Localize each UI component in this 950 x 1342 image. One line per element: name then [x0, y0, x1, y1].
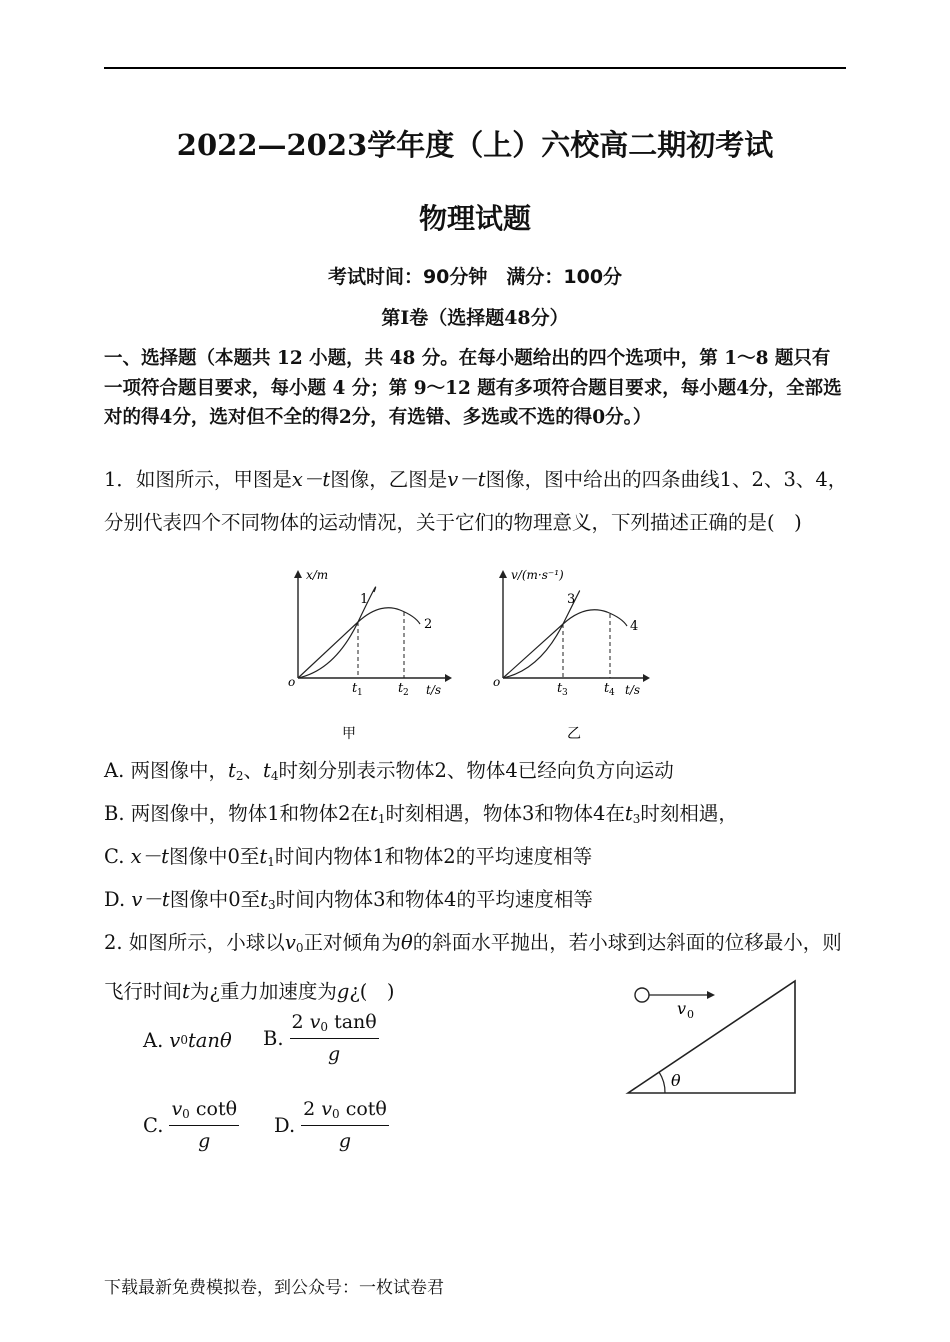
- question-2-stem: 2. 如图所示，小球以$v_0$正对倾角为θ的斜面水平抛出，若小球到达斜面的位移最小，则飞行时间t为¿重力加速度为g¿( ): [104, 931, 842, 1003]
- instructions: 一、选择题（本题共 12 小题，共 48 分。在每小题给出的四个选项中，第 1～8 题只有一项符合题目要求，每小题 4 分；第 9～12 题有多项符合题目要求，每小题4分，全部选对的得4分，选对但不全的得2分，有选错、多选或不选的得0分。）: [104, 348, 842, 428]
- question-1-stem: 1．如图所示，甲图是x－t图像，乙图是v－t图像，图中给出的四条曲线1、2、3、4，分别代表四个不同物体的运动情况，关于它们的物理意义，下列描述正确的是( ): [104, 468, 848, 534]
- figure-xt-graph: [280, 560, 460, 750]
- tick-t3: t: [557, 681, 563, 696]
- y-axis-label: v/(m·s⁻¹): [511, 568, 564, 582]
- svg-text:0: 0: [687, 1008, 694, 1021]
- svg-text:2: 2: [403, 688, 409, 698]
- incline-triangle: [628, 981, 795, 1093]
- question-2-option-b[interactable]: B. $\frac{2 v_0 \tan\theta}{g}$: [263, 1011, 377, 1065]
- angle-label: θ: [671, 1071, 681, 1090]
- footer-note: 下载最新免费模拟卷，到公众号：一枚试卷君: [104, 1278, 444, 1298]
- fraction-c: $\frac{v_0 \cot\theta}{g}$: [171, 1098, 238, 1152]
- origin-label: o: [493, 675, 501, 689]
- tick-t1: t: [352, 681, 358, 696]
- curve-3-label: 3: [567, 592, 576, 607]
- exam-title: 2022—2023学年度（上）六校高二期初考试: [176, 128, 774, 162]
- svg-text:3: 3: [562, 688, 568, 698]
- question-1-option-a[interactable]: A. 两图像中，$t_2$、$t_4$时刻分别表示物体2、物体4已经向负方向运动: [104, 759, 674, 783]
- x-axis-label: t/s: [625, 683, 641, 697]
- question-1-option-c[interactable]: C. x－t图像中0至$t_1$时间内物体1和物体2的平均速度相等: [104, 845, 593, 869]
- figure-vt-graph: [485, 560, 665, 750]
- question-2-option-a[interactable]: A. v 0 tanθ: [143, 1028, 232, 1052]
- question-1-option-b[interactable]: B. 两图像中，物体1和物体2在$t_1$时刻相遇，物体3和物体4在$t_3$时刻相遇，: [104, 802, 738, 826]
- curve-1-label: 1: [360, 592, 369, 607]
- fraction-d: $\frac{2 v_0 \cot\theta}{g}$: [303, 1098, 387, 1152]
- figure-caption-yi: 乙: [567, 726, 581, 742]
- subject-title: 物理试题: [418, 202, 531, 235]
- tick-t4: t: [604, 681, 610, 696]
- figure-incline: [615, 975, 815, 1100]
- svg-text:4: 4: [609, 688, 615, 698]
- figure-caption-jia: 甲: [342, 726, 356, 742]
- velocity-label: v: [677, 999, 687, 1018]
- exam-info: 考试时间：90分钟 满分：100分: [327, 266, 623, 288]
- tick-t2: t: [398, 681, 404, 696]
- question-2-option-d[interactable]: D. $\frac{2 v_0 \cot\theta}{g}$: [274, 1098, 387, 1152]
- origin-label: o: [288, 675, 296, 689]
- fraction-b: $\frac{2 v_0 \tan\theta}{g}$: [291, 1011, 377, 1065]
- question-2-option-c[interactable]: C. $\frac{v_0 \cot\theta}{g}$: [143, 1098, 238, 1152]
- y-axis-label: x/m: [306, 568, 329, 582]
- ball-icon: [635, 988, 649, 1002]
- svg-text:1: 1: [357, 688, 363, 698]
- top-rule: [104, 67, 846, 69]
- question-1-option-d[interactable]: D. v－t图像中0至$t_3$时间内物体3和物体4的平均速度相等: [104, 888, 593, 912]
- section-heading: 第Ⅰ卷（选择题48分）: [381, 307, 569, 329]
- x-axis-label: t/s: [426, 683, 442, 697]
- curve-2-label: 2: [424, 617, 433, 632]
- curve-4-label: 4: [630, 619, 639, 634]
